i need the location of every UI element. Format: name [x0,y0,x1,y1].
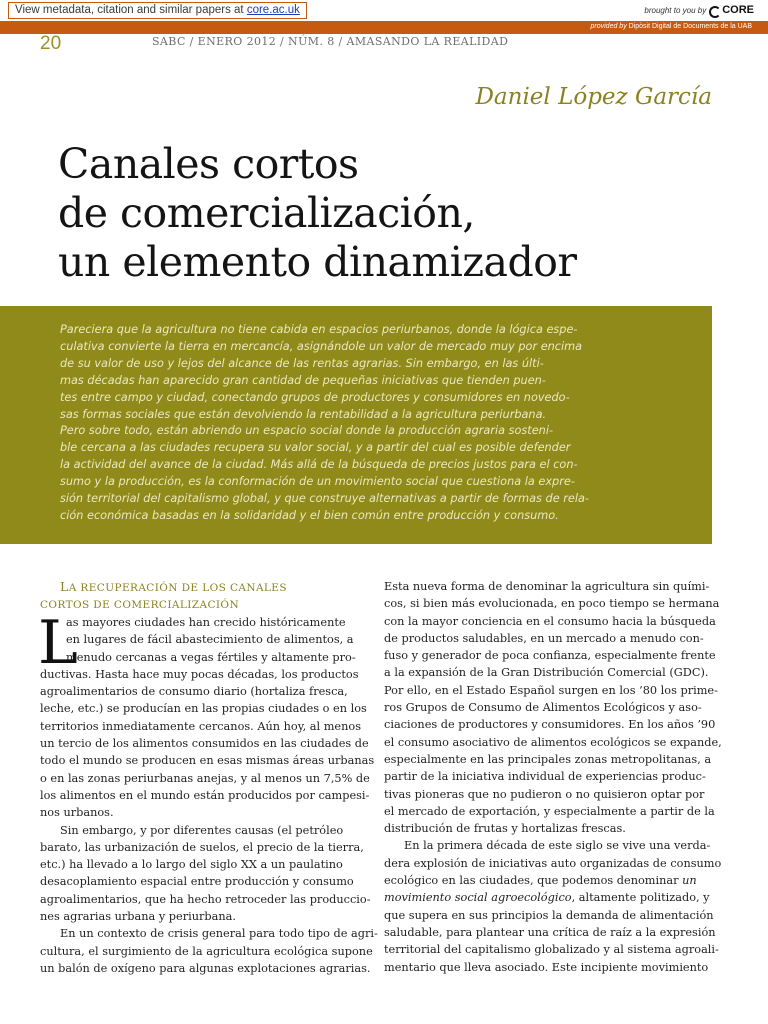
core-metadata-link[interactable] [8,2,307,19]
body-line: ciaciones de productores y consumidores. En los años ’90 [384,718,716,732]
drop-cap: L [38,608,78,678]
title-line: un elemento dinamizador [58,238,577,286]
article-title [58,140,738,287]
core-link-prefix: View metadata, citation and similar papers at [15,4,247,16]
body-line: cultura, el surgimiento de la agricultura ecológica supone [40,944,373,958]
body-line: etc.) ha llevado a lo largo del siglo XX a un paulatino [40,858,343,872]
body-line: En la primera década de este siglo se vive una verda- [404,839,711,853]
body-line: nos urbanos. [40,806,114,820]
body-line: con la mayor conciencia en el consumo hacia la búsqueda [384,614,716,628]
body-line: partir de la iniciativa individual de experiencias produc- [384,770,706,784]
abstract-line: ble cercana a las ciudades recupera su valor social, y a partir del cual es posible defender [60,441,571,455]
body-line: movimiento social agroecológico, altamente politizado, y [384,891,710,905]
body-line: desacoplamiento espacial entre producción y consumo [40,875,354,889]
article-author: Daniel López García [475,84,712,110]
abstract-line: de su valor de uso y lejos del alcance de las rentas agrarias. Sin embargo, en las últi- [60,356,544,370]
abstract-line: Pareciera que la agricultura no tiene cabida en espacios periurbanos, donde la lógica espe- [60,323,578,336]
body-column-left [38,578,378,977]
abstract-line: sas formas sociales que están devolviendo la rentabilidad a la agricultura periurbana. [60,407,547,421]
body-line: nes agrarias urbana y periurbana. [40,910,236,924]
abstract-line: sumo y la producción, es la conformación de un movimiento social que cuestiona la expre- [60,475,575,489]
body-line: los alimentos en el mundo están producidos por campesi- [40,788,370,802]
abstract-box [0,306,712,544]
core-brand [644,4,754,16]
body-line: de productos saludables, en un mercado a menudo con- [384,631,704,645]
body-line: territorial del capitalismo globalizado y al sistema agroali- [384,943,719,957]
body-line: cos, si bien más evolucionada, en poco tiempo se hermana [384,597,720,611]
body-line: o en las zonas periurbanas anejas, y al menos un 7,5% de [40,771,370,785]
body-line: que supera en sus principios la demanda de alimentación [384,908,714,922]
abstract-line: ción económica basadas en la solidaridad y el bien común entre producción y consumo. [60,508,559,522]
body-line: agroalimentarios, que ha hecho retroceder las produccio- [40,892,371,906]
body-line: dera explosión de iniciativas auto organizadas de consumo [384,856,722,870]
body-line: en lugares de fácil abastecimiento de alimentos, a [66,633,354,647]
body-column-right [384,578,722,976]
abstract-line: Pero sobre todo, están abriendo un espacio social donde la producción agraria sosteni- [60,424,554,438]
body-line: a la expansión de la Gran Distribución Comercial (GDC). [384,666,709,680]
body-line: En un contexto de crisis general para todo tipo de agri- [60,927,378,941]
core-logo-icon [709,5,719,15]
abstract-line: mas décadas han aparecido gran cantidad de pequeñas iniciativas que tienden puen- [60,373,546,387]
running-head: SABC / ENERO 2012 / NÚM. 8 / AMASANDO LA REALIDAD [152,35,509,48]
title-line: Canales cortos [58,140,359,188]
body-line: ecológico en las ciudades, que podemos denominar un [384,874,697,888]
abstract-text [60,322,630,525]
abstract-line: sión territorial del capitalismo global, y que construye alternativas a partir de formas de rela- [60,492,589,506]
provided-by-bar [0,22,768,34]
body-line: todo el mundo se producen en esas mismas áreas urbanas [40,754,375,768]
body-line: Esta nueva forma de denominar la agricultura sin quími- [384,580,710,593]
body-line: menudo cercanas a vegas fértiles y altamente pro- [66,650,356,664]
brought-by-text: brought to you by [644,5,707,15]
body-line: Sin embargo, y por diferentes causas (el petróleo [60,823,344,837]
body-line: territorios inmediatamente cercanos. Aún hoy, al menos [40,719,361,733]
body-line: as mayores ciudades han crecido históricamente [66,616,346,629]
body-line: ductivas. Hasta hace muy pocas décadas, los productos [40,667,359,681]
abstract-line: tes entre campo y ciudad, conectando grupos de productores y consumidores en novedo- [60,390,570,404]
abstract-line: culativa convierte la tierra en mercancía, asignándole un valor de mercado muy por encima [60,339,583,353]
body-line: fuso y generador de poca confianza, especialmente frente [384,649,716,663]
core-logo[interactable]: CORE [722,4,754,16]
body-line: mentario que lleva asociado. Este incipiente movimiento [384,960,709,974]
body-line: distribución de frutas y hortalizas frescas. [384,822,626,836]
body-line: barato, las urbanización de suelos, el precio de la tierra, [40,840,364,854]
title-line: de comercialización, [58,189,475,237]
body-line: el consumo asociativo de alimentos ecológicos se expande, [384,735,722,749]
abstract-line: la actividad del avance de la ciudad. Más allá de la búsqueda de precios justos para el con- [60,458,578,472]
page-number: 20 [40,33,62,54]
body-line: ros Grupos de Consumo de Alimentos Ecológicos y aso- [384,701,702,715]
body-line: tivas pioneras que no pudieron o no quisieron optar por [384,787,705,801]
core-link-site[interactable]: core.ac.uk [246,4,300,16]
body-line: un tercio de los alimentos consumidos en las ciudades de [40,737,369,751]
section-heading: LA RECUPERACIÓN DE LOS CANALES CORTOS DE COMERCIALIZACIÓN [40,579,287,611]
provided-by-text[interactable]: provided by Dipòsit Digital de Documents de la UAB [590,23,752,30]
body-line: Por ello, en el Estado Español surgen en los ’80 los prime- [384,683,718,697]
body-line: el mercado de exportación, y especialmente a partir de la [384,804,715,818]
core-banner [0,0,768,22]
body-line: saludable, para plantear una crítica de raíz a la expresión [384,925,716,939]
body-line: leche, etc.) se producían en las propias ciudades o en los [40,702,367,716]
body-line: agroalimentarios de consumo diario (hortaliza fresca, [40,685,348,699]
body-line: un balón de oxígeno para algunas explotaciones agrarias. [40,961,371,975]
body-line: especialmente en las principales zonas metropolitanas, a [384,752,712,766]
